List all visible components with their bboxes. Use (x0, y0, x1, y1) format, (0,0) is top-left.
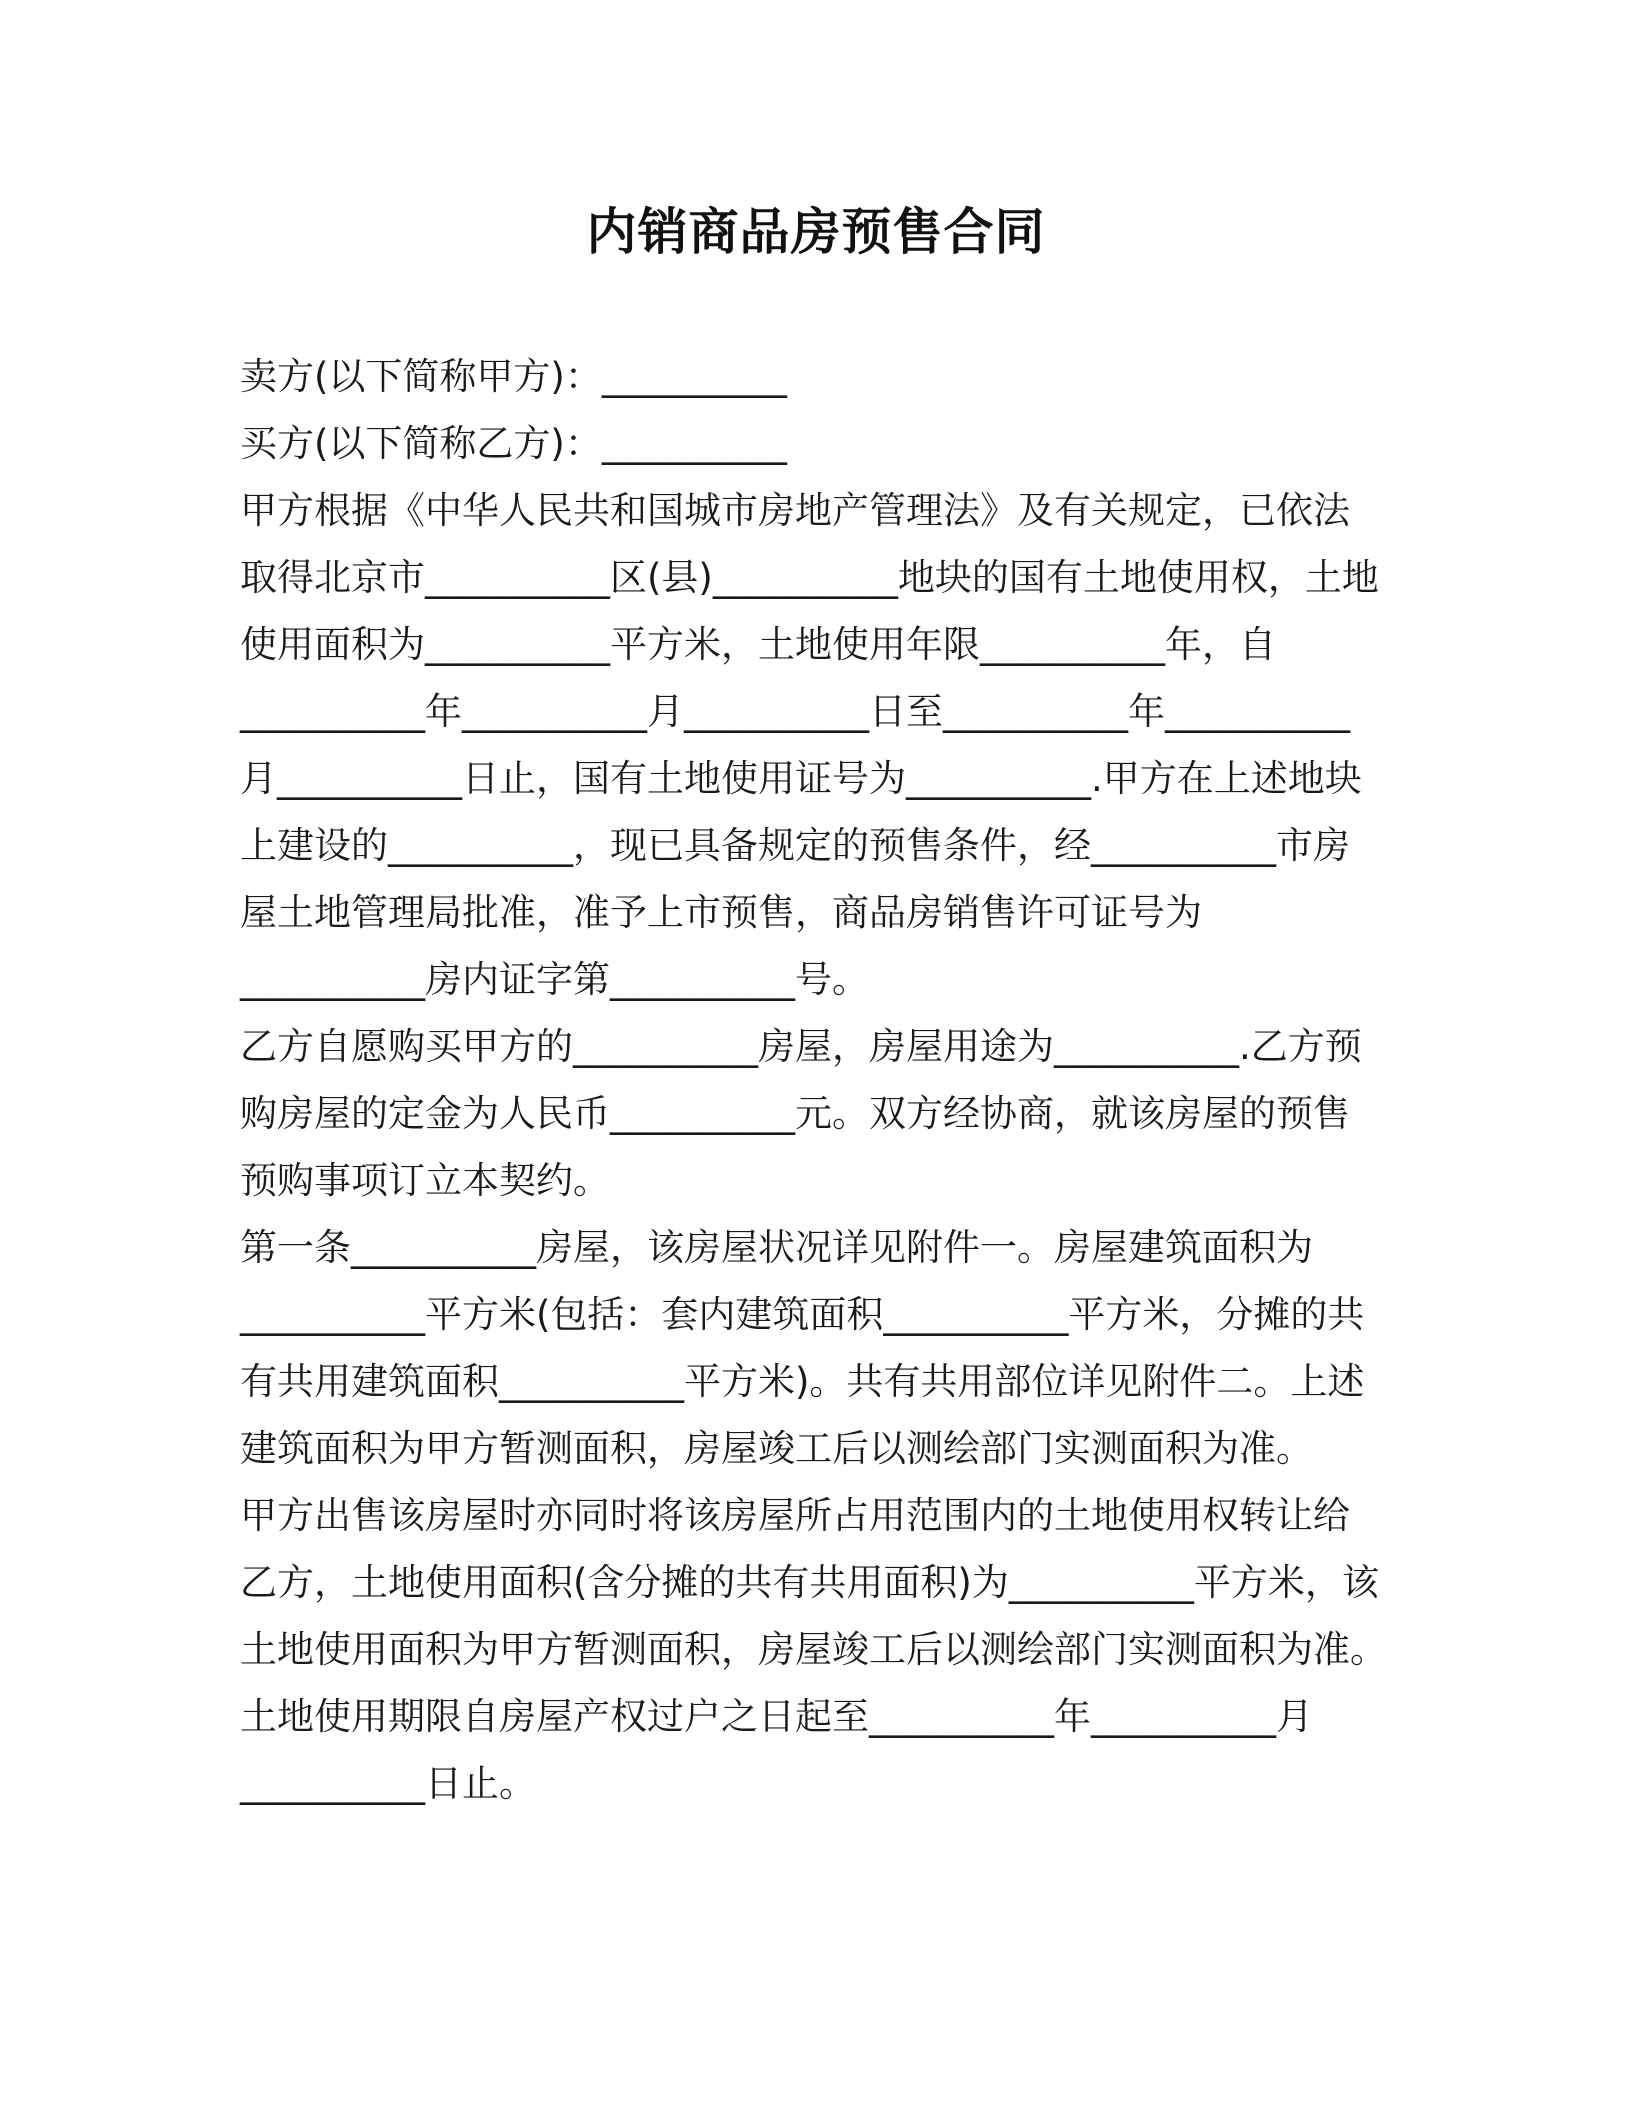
contract-line: 取得北京市__________区(县)__________地块的国有土地使用权，土地 (240, 556, 1379, 599)
contract-line: 甲方根据《中华人民共和国城市房地产管理法》及有关规定，已依法 (240, 489, 1350, 532)
contract-line: 土地使用面积为甲方暂测面积，房屋竣工后以测绘部门实测面积为准。 (240, 1628, 1387, 1671)
contract-line: __________年__________月__________日至__________年__________ (240, 690, 1350, 733)
contract-line: 屋土地管理局批准，准予上市预售，商品房销售许可证号为 (240, 891, 1202, 934)
contract-line: 预购事项订立本契约。 (240, 1159, 610, 1202)
contract-line: 使用面积为__________平方米，土地使用年限__________年，自 (240, 623, 1276, 666)
document-title: 内销商品房预售合同 (586, 203, 1046, 261)
contract-line: __________日止。 (240, 1762, 536, 1805)
contract-line: 乙方，土地使用面积(含分摊的共有共用面积)为__________平方米，该 (240, 1561, 1379, 1604)
contract-line: 月__________日止，国有土地使用证号为__________.甲方在上述地块 (240, 757, 1362, 800)
contract-line: 建筑面积为甲方暂测面积，房屋竣工后以测绘部门实测面积为准。 (240, 1427, 1313, 1470)
contract-line: 购房屋的定金为人民币__________元。双方经协商，就该房屋的预售 (240, 1092, 1350, 1135)
contract-line: 买方(以下简称乙方)：__________ (240, 422, 787, 465)
contract-line: 上建设的__________，现已具备规定的预售条件，经__________市房 (240, 824, 1350, 867)
contract-line: 卖方(以下简称甲方)：__________ (240, 355, 787, 398)
contract-line: 甲方出售该房屋时亦同时将该房屋所占用范围内的土地使用权转让给 (240, 1494, 1350, 1537)
contract-line: 乙方自愿购买甲方的__________房屋，房屋用途为__________.乙方预 (240, 1025, 1362, 1068)
contract-body (240, 343, 1400, 1817)
contract-line: 第一条__________房屋，该房屋状况详见附件一。房屋建筑面积为 (240, 1226, 1313, 1269)
contract-line: __________平方米(包括：套内建筑面积__________平方米，分摊的共 (240, 1293, 1365, 1336)
contract-line: 土地使用期限自房屋产权过户之日起至__________年__________月 (240, 1695, 1313, 1738)
contract-line: 有共用建筑面积__________平方米)。共有共用部位详见附件二。上述 (240, 1360, 1365, 1403)
contract-line: __________房内证字第__________号。 (240, 958, 869, 1001)
